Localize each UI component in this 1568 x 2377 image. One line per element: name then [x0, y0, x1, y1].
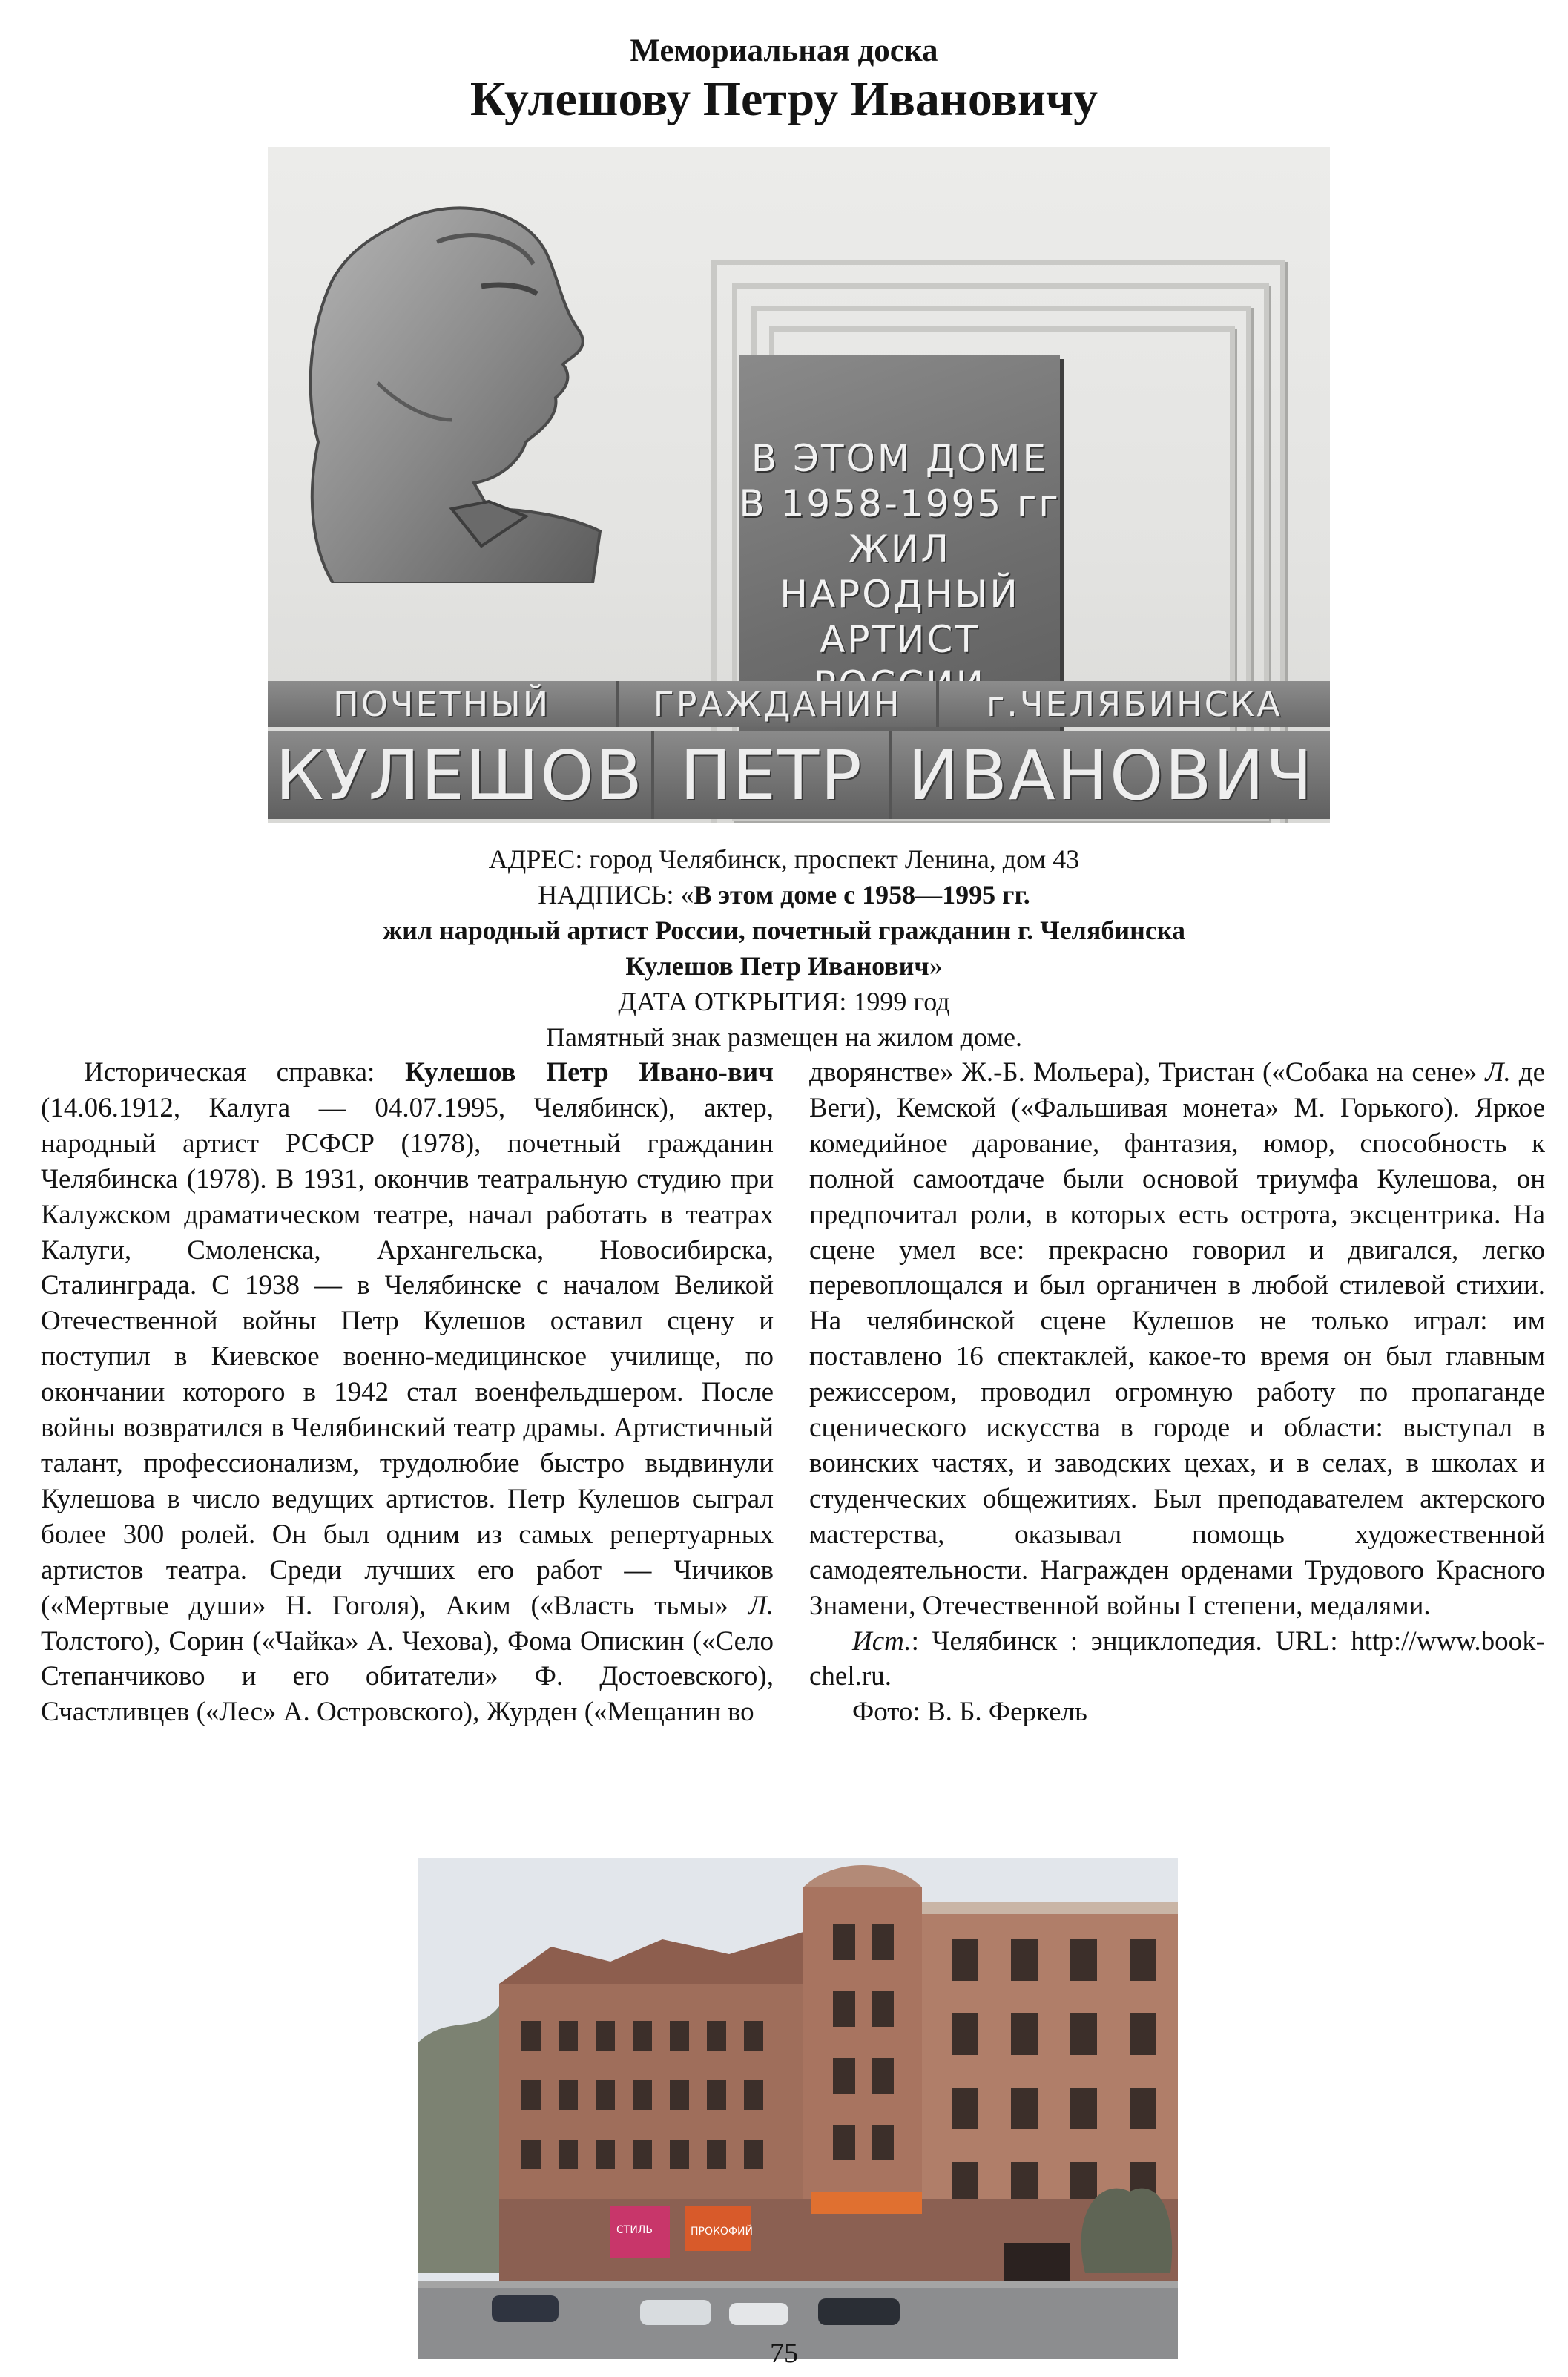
source-label: Ист. — [852, 1625, 912, 1657]
source-reference — [809, 1624, 1545, 1695]
relief-line: АРТИСТ — [820, 618, 980, 661]
quote-open: « — [680, 880, 694, 910]
building-photo — [418, 1858, 1178, 2359]
quote-close: » — [929, 951, 943, 981]
historical-note-continuation — [809, 1055, 1545, 1624]
bust-relief — [303, 197, 613, 583]
band-word: КУЛЕШОВ — [268, 731, 654, 819]
band-word: ПЕТР — [654, 731, 892, 819]
inscription-text: Кулешов Петр Иванович — [625, 951, 929, 981]
source-text: : Челябинск : энциклопедия. URL: http://www.book-chel.ru. — [809, 1625, 1545, 1692]
person-name: Кулешов Петр Ивано-вич — [405, 1057, 774, 1088]
photo-credit: Фото: В. Б. Феркель — [852, 1697, 1087, 1728]
relief-line: В 1958-1995 гг — [739, 482, 1061, 525]
page-title: Кулешову Петру Ивановичу — [470, 72, 1098, 126]
inscription-label: НАДПИСЬ: — [538, 880, 674, 910]
plaque-band-top — [268, 681, 1330, 727]
body-text: Толстого), Сорин («Чайка» А. Чехова), Фома Опискин («Село Степанчиково и его обитатели» Ф. Достоевского), Счастливцев («Лес» А. Островского), Журден («Мещанин во — [41, 1625, 774, 1728]
plaque-caption — [0, 841, 1568, 1055]
building-illustration — [418, 1858, 1178, 2359]
band-word: г.ЧЕЛЯБИНСКА — [986, 684, 1282, 724]
band-word: ПОЧЕТНЫЙ — [268, 681, 619, 727]
page-subtitle: Мемориальная доска — [630, 33, 938, 68]
page-number: 75 — [770, 2338, 798, 2369]
shop-sign-text: ПРОКОФИЙ — [691, 2226, 753, 2238]
opening-date-line — [0, 984, 1568, 1019]
body-text: де Веги), Кемской («Фальшивая монета» М. Горького). Яркое комедийное дарование, фантазия, юмор, способность к полной самоотдаче были основой триумфа Кулешова, он предпочитал роли, в которых есть острота, эксцентрика. На сцене умел все: прекрасно говорил и двигался, легко перевоплощался и был органичен в любой стилевой стихии. На челябинской сцене Кулешов не только играл: им поставлено 16 спектаклей, какое-то время он был главным режиссером, проводил огромную работу по пропаганде сценического искусства в городе и области: выступал в воинских частях, и заводских цехах, и в селах, в школах и студенческих общежитиях. Был преподавателем актерского мастерства, оказывал помощь художественной самодеятельности. Награжден орденами Трудового Красного Знамени, Отечественной войны I степени, медалями. — [809, 1057, 1545, 1621]
body-text: (14.06.1912, Калуга — 04.07.1995, Челябинск), актер, народный артист РСФСР (1978), почетный гражданин Челябинска (1978). В 1931, окончив театральную студию при Калужском драматическом театре, начал работать в театрах Калуги, Смоленска, Архангельска, Новосибирска, Сталинграда. С 1938 — в Челябинске с началом Великой Отечественной войны Петр Кулешов оставил сцену и поступил в Киевское военно-медицинское училище, по окончании которого в 1942 стал военфельдшером. После войны возвратился в Челябинский театр драмы. Артистичный талант, профессионализм, трудолюбие быстро выдвинули Кулешова в число ведущих артистов. Петр Кулешов сыграл более 300 ролей. Он был одним из самых репертуарных артистов театра. Среди лучших его работ — Чичиков («Мертвые души» Н. Гоголя), Аким («Власть тьмы» — [41, 1092, 774, 1621]
relief-line: В ЭТОМ ДОМЕ — [751, 437, 1049, 480]
inscription-line-1 — [0, 877, 1568, 913]
address-line — [0, 841, 1568, 877]
shop-sign-text: СТИЛЬ — [616, 2224, 653, 2236]
body-text: дворянстве» Ж.-Б. Мольера), Тристан («Собака на сене» — [809, 1057, 1486, 1088]
body-column-left — [41, 1055, 774, 1730]
placement-note: Памятный знак размещен на жилом доме. — [546, 1022, 1022, 1052]
body-text-italic: Л. — [1485, 1057, 1511, 1088]
plaque-band-name — [268, 731, 1330, 819]
relief-line: ЖИЛ — [849, 527, 951, 571]
historical-note-label: Историческая справка: — [84, 1057, 406, 1088]
body-text-italic: Л. — [748, 1590, 774, 1621]
inscription-line-3 — [0, 948, 1568, 984]
inscription-line-2: жил народный артист России, почетный гражданин г. Челябинска — [382, 915, 1186, 945]
band-word: ГРАЖДАНИН — [619, 681, 939, 727]
historical-note-paragraph — [41, 1055, 774, 1730]
relief-line: НАРОДНЫЙ — [780, 573, 1020, 616]
memorial-plaque-photo — [268, 147, 1330, 823]
body-column-right — [809, 1055, 1545, 1730]
address-label: АДРЕС: — [488, 844, 583, 874]
address-value: город Челябинск, проспект Ленина, дом 43 — [589, 844, 1080, 874]
inscription-text: В этом доме с 1958—1995 гг. — [694, 880, 1030, 910]
band-word: ИВАНОВИЧ — [907, 735, 1314, 815]
opening-date: 1999 год — [853, 987, 950, 1016]
opening-label: ДАТА ОТКРЫТИЯ: — [618, 987, 847, 1016]
